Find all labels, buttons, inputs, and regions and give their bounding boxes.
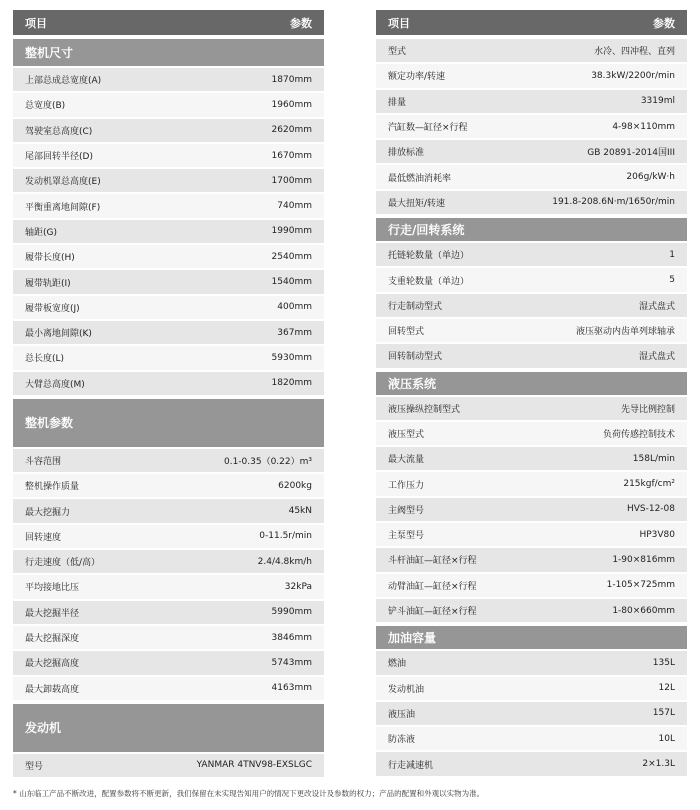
spec-label: 平衡重离地间隙(F) bbox=[25, 202, 101, 213]
spec-label: 轴距(G) bbox=[25, 227, 57, 238]
spec-value: 1 bbox=[669, 249, 675, 260]
spec-label: 排量 bbox=[388, 97, 407, 108]
header-item-label: 项目 bbox=[388, 16, 410, 30]
spec-row bbox=[376, 397, 687, 420]
spec-label: 防冻液 bbox=[388, 735, 416, 746]
table-header bbox=[376, 10, 687, 35]
spec-row bbox=[13, 754, 324, 777]
spec-row bbox=[13, 550, 324, 573]
spec-value: 先导比例控制 bbox=[620, 404, 675, 415]
spec-row bbox=[13, 220, 324, 243]
footnote: * 山东临工产品不断改进，配置参数将不断更新，我们保留在未实现告知用户的情况下更改设计及参数的权力；产品的配置和外观以实物为准。 bbox=[13, 789, 485, 798]
spec-value: 0-11.5r/min bbox=[259, 531, 312, 542]
spec-table-right bbox=[376, 10, 687, 778]
spec-row bbox=[376, 677, 687, 700]
section-title: 行走/回转系统 bbox=[376, 218, 687, 241]
spec-value: 1820mm bbox=[271, 378, 312, 389]
spec-row bbox=[376, 422, 687, 445]
spec-label: 最大挖掘半径 bbox=[25, 608, 80, 619]
spec-row bbox=[13, 245, 324, 268]
spec-label: 平均接地比压 bbox=[25, 583, 80, 594]
spec-row bbox=[13, 651, 324, 674]
spec-row bbox=[13, 474, 324, 497]
spec-label: 行走减速机 bbox=[388, 760, 434, 771]
spec-row bbox=[376, 651, 687, 674]
spec-value: 1700mm bbox=[271, 175, 312, 186]
spec-row bbox=[376, 599, 687, 622]
spec-table-left bbox=[13, 10, 324, 779]
spec-value: 2540mm bbox=[271, 251, 312, 262]
spec-value: GB 20891-2014国III bbox=[587, 148, 675, 159]
spec-label: 铲斗油缸—缸径×行程 bbox=[388, 607, 477, 618]
spec-label: 型式 bbox=[388, 47, 407, 58]
spec-label: 斗容范围 bbox=[25, 457, 62, 467]
spec-row bbox=[376, 447, 687, 470]
spec-value: HVS-12-08 bbox=[626, 504, 675, 515]
spec-value: 5990mm bbox=[271, 607, 312, 618]
spec-row bbox=[376, 268, 687, 291]
spec-row bbox=[376, 140, 687, 163]
spec-label: 最大挖掘高度 bbox=[25, 659, 80, 670]
spec-label: 尾部回转半径(D) bbox=[25, 152, 93, 163]
spec-row bbox=[376, 39, 687, 62]
spec-value: 1990mm bbox=[271, 226, 312, 237]
section-title: 发动机 bbox=[13, 704, 324, 752]
spec-row bbox=[376, 702, 687, 725]
spec-label: 履带板宽度(J) bbox=[25, 303, 80, 314]
spec-label: 工作压力 bbox=[388, 480, 425, 491]
spec-row bbox=[13, 626, 324, 649]
spec-row bbox=[376, 243, 687, 266]
spec-row bbox=[376, 472, 687, 495]
spec-row bbox=[13, 194, 324, 217]
spec-label: 最大卸载高度 bbox=[25, 684, 80, 695]
spec-value: 32kPa bbox=[284, 581, 312, 592]
spec-label: 液压型式 bbox=[388, 430, 425, 440]
spec-label: 最小离地间隙(K) bbox=[25, 329, 92, 340]
spec-value: 2.4/4.8km/h bbox=[257, 556, 312, 567]
spec-value: 负荷传感控制技术 bbox=[602, 430, 675, 440]
spec-label: 支重轮数量（单边） bbox=[388, 276, 470, 287]
spec-value: 1670mm bbox=[271, 150, 312, 161]
spec-label: 回转型式 bbox=[388, 327, 425, 338]
spec-value: 3846mm bbox=[271, 632, 312, 643]
spec-row bbox=[376, 64, 687, 87]
spec-row bbox=[13, 449, 324, 472]
spec-row bbox=[13, 372, 324, 395]
section-title: 液压系统 bbox=[376, 372, 687, 395]
spec-label: 排放标准 bbox=[388, 148, 425, 159]
spec-row bbox=[13, 677, 324, 700]
spec-value: 5743mm bbox=[271, 657, 312, 668]
spec-label: 最低燃油消耗率 bbox=[388, 173, 452, 184]
spec-label: 总长度(L) bbox=[25, 354, 65, 365]
spec-section bbox=[13, 39, 324, 395]
spec-row bbox=[376, 752, 687, 775]
spec-value: 2620mm bbox=[271, 125, 312, 136]
spec-label: 斗杆油缸—缸径×行程 bbox=[388, 556, 477, 567]
spec-value: 215kgf/cm² bbox=[623, 479, 675, 490]
header-param-label: 参数 bbox=[290, 16, 312, 30]
spec-value: 1-80×660mm bbox=[612, 605, 675, 616]
right-sections bbox=[376, 39, 687, 776]
spec-label: 驾驶室总高度(C) bbox=[25, 126, 93, 137]
spec-label: 最大流量 bbox=[388, 455, 425, 466]
spec-value: 液压驱动内齿单列球轴承 bbox=[575, 327, 675, 338]
spec-value: 0.1-0.35（0.22）m³ bbox=[223, 457, 312, 467]
spec-value: 135L bbox=[652, 657, 675, 668]
spec-row bbox=[376, 523, 687, 546]
spec-label: 总宽度(B) bbox=[25, 101, 66, 112]
spec-label: 发动机油 bbox=[388, 684, 425, 695]
spec-label: 最大挖掘深度 bbox=[25, 634, 80, 645]
spec-label: 回转制动型式 bbox=[388, 352, 443, 363]
spec-value: 157L bbox=[652, 708, 675, 719]
spec-value: 740mm bbox=[277, 201, 312, 212]
section-title: 整机尺寸 bbox=[13, 39, 324, 66]
spec-row bbox=[376, 574, 687, 597]
section-title: 加油容量 bbox=[376, 626, 687, 649]
spec-value: 1-105×725mm bbox=[606, 580, 675, 591]
spec-row bbox=[376, 727, 687, 750]
spec-value: 1-90×816mm bbox=[612, 554, 675, 565]
spec-label: 行走速度（低/高） bbox=[25, 558, 101, 569]
spec-row bbox=[13, 119, 324, 142]
spec-label: 液压操纵控制型式 bbox=[388, 404, 461, 415]
spec-value: 158L/min bbox=[632, 453, 675, 464]
spec-row bbox=[376, 90, 687, 113]
spec-value: 45kN bbox=[288, 506, 312, 517]
spec-value: 5 bbox=[669, 275, 675, 286]
spec-row bbox=[13, 346, 324, 369]
spec-row bbox=[376, 548, 687, 571]
spec-row bbox=[13, 321, 324, 344]
spec-value: 38.3kW/2200r/min bbox=[591, 70, 675, 81]
spec-label: 汽缸数—缸径×行程 bbox=[388, 123, 468, 134]
left-sections bbox=[13, 39, 324, 777]
spec-value: 1540mm bbox=[271, 277, 312, 288]
spec-value: 191.8-208.6N·m/1650r/min bbox=[552, 197, 675, 208]
spec-value: 206g/kW·h bbox=[626, 172, 675, 183]
spec-value: 1870mm bbox=[271, 74, 312, 85]
spec-label: 履带轨距(I) bbox=[25, 278, 71, 289]
spec-label: 动臂油缸—缸径×行程 bbox=[388, 581, 477, 592]
spec-value: HP3V80 bbox=[639, 529, 675, 540]
spec-section bbox=[13, 704, 324, 777]
spec-value: 1960mm bbox=[271, 99, 312, 110]
spec-row bbox=[13, 270, 324, 293]
table-header bbox=[13, 10, 324, 35]
spec-value: 湿式盘式 bbox=[638, 301, 675, 312]
spec-value: 10L bbox=[658, 733, 675, 744]
spec-label: 大臂总高度(M) bbox=[25, 379, 85, 390]
spec-label: 主泵型号 bbox=[388, 531, 425, 542]
spec-row bbox=[13, 144, 324, 167]
spec-value: 367mm bbox=[277, 327, 312, 338]
spec-label: 燃油 bbox=[388, 659, 407, 670]
spec-row bbox=[376, 498, 687, 521]
spec-value: 4-98×110mm bbox=[612, 121, 675, 132]
spec-section bbox=[376, 626, 687, 775]
spec-row bbox=[376, 319, 687, 342]
spec-label: 最大扭矩/转速 bbox=[388, 198, 446, 209]
spec-label: 最大挖掘力 bbox=[25, 507, 71, 518]
spec-row bbox=[376, 294, 687, 317]
spec-row bbox=[13, 93, 324, 116]
spec-label: 主阀型号 bbox=[388, 505, 425, 516]
spec-label: 回转速度 bbox=[25, 532, 62, 543]
spec-row bbox=[376, 165, 687, 188]
spec-value: 水冷、四冲程、直列 bbox=[593, 47, 675, 58]
header-param-label: 参数 bbox=[653, 16, 675, 30]
spec-row bbox=[13, 68, 324, 91]
spec-value: 6200kg bbox=[278, 480, 312, 491]
spec-section bbox=[376, 372, 687, 623]
spec-section bbox=[13, 399, 324, 700]
spec-row bbox=[13, 525, 324, 548]
spec-row bbox=[13, 499, 324, 522]
spec-row bbox=[376, 191, 687, 214]
spec-row bbox=[13, 169, 324, 192]
spec-label: 整机操作质量 bbox=[25, 482, 80, 493]
spec-row bbox=[376, 115, 687, 138]
spec-label: 履带长度(H) bbox=[25, 253, 75, 264]
spec-section bbox=[376, 218, 687, 367]
spec-label: 托链轮数量（单边） bbox=[388, 251, 470, 262]
spec-value: 3319ml bbox=[640, 96, 675, 107]
spec-label: 型号 bbox=[25, 761, 44, 772]
spec-row bbox=[13, 296, 324, 319]
spec-value: 5930mm bbox=[271, 352, 312, 363]
spec-value: 2×1.3L bbox=[642, 759, 675, 770]
spec-row bbox=[376, 344, 687, 367]
spec-value: 400mm bbox=[277, 302, 312, 313]
spec-value: YANMAR 4TNV98-EXSLGC bbox=[196, 760, 312, 771]
header-item-label: 项目 bbox=[25, 16, 47, 30]
section-title: 整机参数 bbox=[13, 399, 324, 447]
spec-value: 12L bbox=[658, 683, 675, 694]
spec-section bbox=[376, 39, 687, 214]
spec-value: 4163mm bbox=[271, 683, 312, 694]
spec-label: 额定功率/转速 bbox=[388, 72, 446, 83]
spec-label: 发动机罩总高度(E) bbox=[25, 177, 101, 188]
spec-label: 液压油 bbox=[388, 709, 416, 720]
spec-row bbox=[13, 601, 324, 624]
spec-value: 湿式盘式 bbox=[638, 352, 675, 363]
spec-label: 行走制动型式 bbox=[388, 301, 443, 312]
spec-row bbox=[13, 575, 324, 598]
spec-label: 上部总成总宽度(A) bbox=[25, 76, 102, 87]
